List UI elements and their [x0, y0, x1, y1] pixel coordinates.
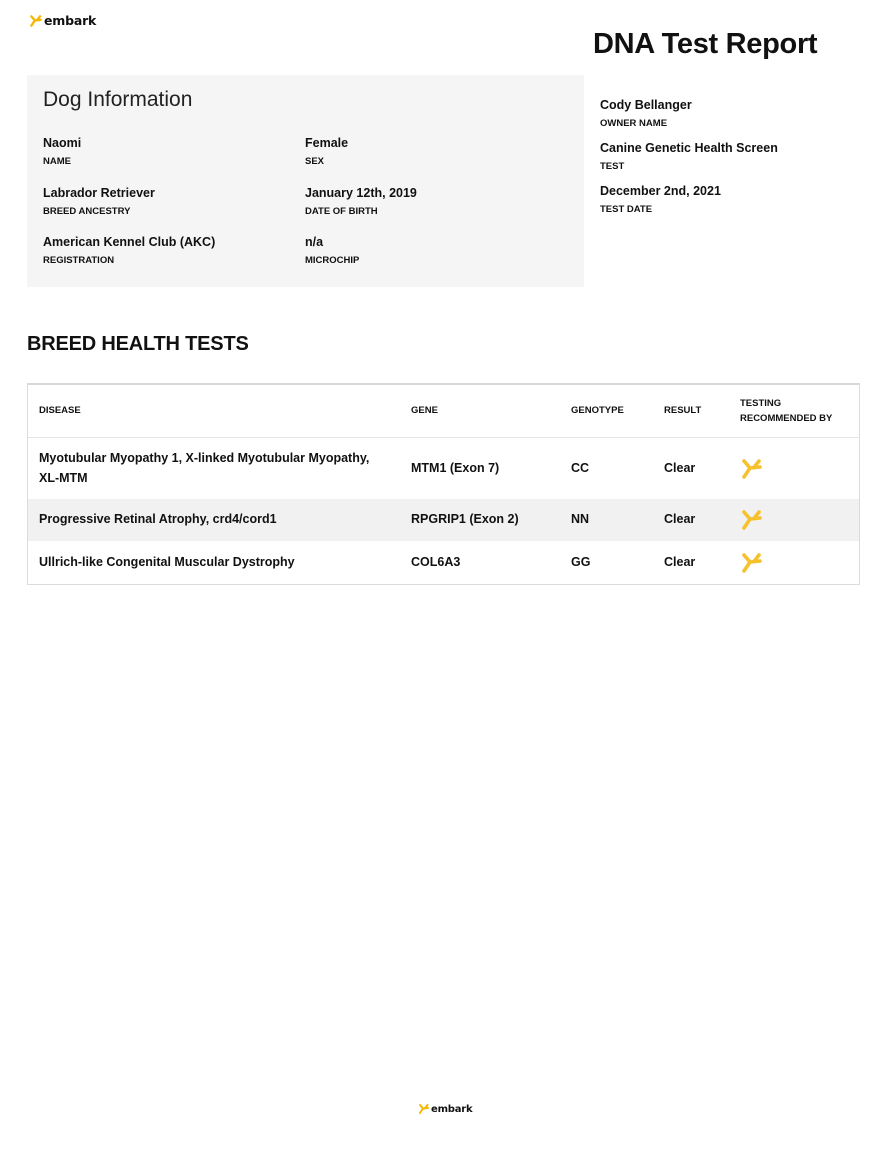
dog-information-title: Dog Information [43, 88, 193, 111]
genotype-cell: CC [571, 460, 590, 475]
breed-ancestry-value: Labrador Retriever [43, 186, 155, 200]
registration-field [43, 235, 215, 266]
dog-name-label: NAME [43, 156, 71, 167]
column-header-disease: DISEASE [39, 405, 81, 417]
dog-name-field [43, 136, 81, 167]
result-cell: Clear [664, 554, 696, 569]
date-of-birth-value: January 12th, 2019 [305, 186, 417, 200]
test-name-label: TEST [600, 161, 625, 172]
test-date-value: December 2nd, 2021 [600, 184, 721, 198]
gene-cell: MTM1 (Exon 7) [411, 460, 500, 475]
genotype-cell: NN [571, 512, 590, 527]
table-row [28, 438, 859, 499]
footer-brand-wordmark: embark [431, 1103, 473, 1115]
recommended-by-cell [740, 508, 859, 532]
column-header-genotype: GENOTYPE [571, 405, 624, 417]
embark-recommended-icon [738, 457, 766, 481]
dog-sex-field [305, 136, 348, 167]
embark-logo-icon [418, 1103, 430, 1115]
embark-footer-logo [418, 1103, 473, 1115]
embark-logo-icon [29, 14, 43, 28]
recommended-by-cell [740, 457, 859, 481]
dog-name-value: Naomi [43, 136, 82, 150]
gene-cell: COL6A3 [411, 554, 461, 569]
result-cell: Clear [664, 512, 696, 527]
report-title: DNA Test Report [593, 28, 818, 60]
recommended-by-cell [740, 551, 859, 575]
genotype-cell: GG [571, 554, 591, 569]
owner-name-field [600, 98, 860, 129]
dog-sex-value: Female [305, 136, 349, 150]
breed-ancestry-field [43, 186, 155, 217]
microchip-field [305, 235, 359, 266]
column-header-testing-recommended-by: TESTING RECOMMENDED BY [740, 397, 833, 424]
disease-cell: Myotubular Myopathy 1, X-linked Myotubular Myopathy, XL-MTM [39, 451, 370, 485]
test-date-field [600, 184, 860, 215]
table-header-row [28, 385, 859, 438]
dog-information-panel [27, 75, 584, 287]
disease-cell: Ullrich-like Congenital Muscular Dystrophy [39, 554, 295, 569]
table-row [28, 541, 859, 584]
test-date-label: TEST DATE [600, 204, 653, 215]
dog-sex-label: SEX [305, 156, 325, 167]
owner-name-label: OWNER NAME [600, 118, 668, 129]
disease-cell: Progressive Retinal Atrophy, crd4/cord1 [39, 512, 277, 527]
table-row [28, 499, 859, 541]
column-header-gene: GENE [411, 405, 438, 417]
date-of-birth-field [305, 186, 417, 217]
embark-recommended-icon [738, 551, 766, 575]
microchip-value: n/a [305, 235, 324, 249]
registration-label: REGISTRATION [43, 255, 115, 266]
brand-wordmark: embark [44, 13, 97, 28]
result-cell: Clear [664, 460, 696, 475]
embark-recommended-icon [738, 508, 766, 532]
test-name-field [600, 141, 860, 172]
breed-health-tests-table [27, 383, 860, 585]
test-name-value: Canine Genetic Health Screen [600, 141, 778, 155]
breed-ancestry-label: BREED ANCESTRY [43, 206, 131, 217]
column-header-result: RESULT [664, 405, 702, 417]
owner-name-value: Cody Bellanger [600, 98, 692, 112]
date-of-birth-label: DATE OF BIRTH [305, 206, 378, 217]
embark-logo [29, 13, 96, 28]
gene-cell: RPGRIP1 (Exon 2) [411, 512, 519, 527]
microchip-label: MICROCHIP [305, 255, 360, 266]
registration-value: American Kennel Club (AKC) [43, 235, 216, 249]
breed-health-tests-title: BREED HEALTH TESTS [27, 333, 249, 355]
owner-information-panel [600, 98, 860, 227]
